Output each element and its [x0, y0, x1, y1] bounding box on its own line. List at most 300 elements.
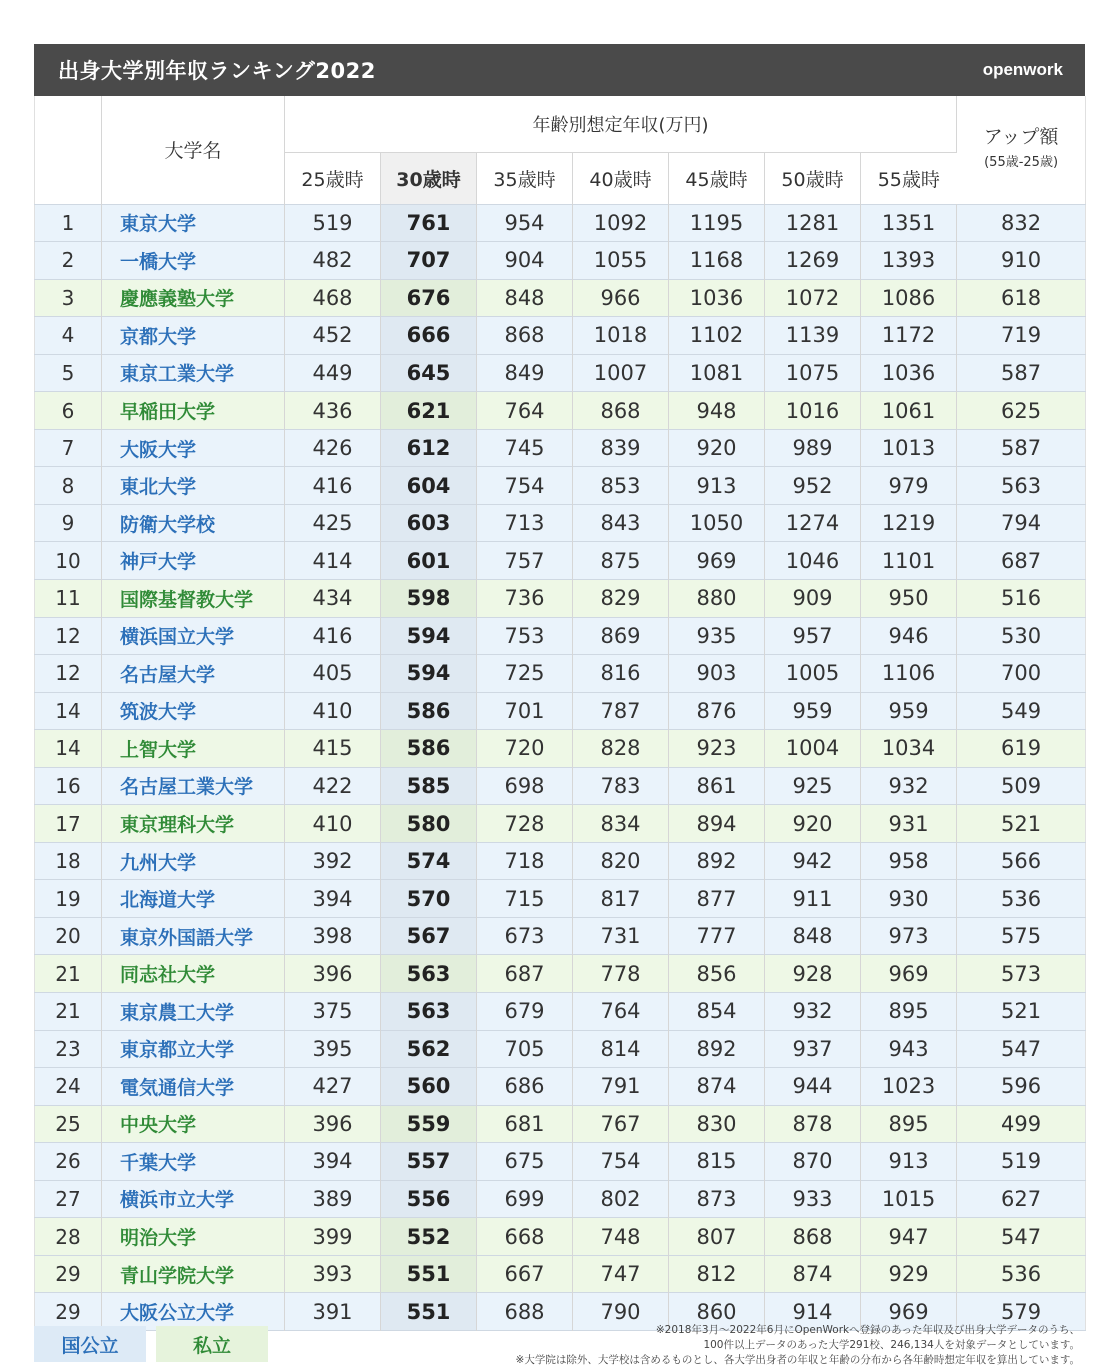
salary-cell: 944: [765, 1068, 861, 1106]
university-name: 中央大学: [102, 1105, 285, 1143]
table-row: [35, 730, 1086, 768]
salary-cell: 713: [477, 504, 573, 542]
university-name: 京都大学: [102, 317, 285, 355]
salary-cell: 868: [765, 1218, 861, 1256]
footnotes: [516, 1323, 1080, 1368]
page-title: 出身大学別年収ランキング2022: [58, 59, 376, 83]
table-row: [35, 279, 1086, 317]
salary-cell: 395: [285, 1030, 381, 1068]
salary-cell: 876: [669, 692, 765, 730]
salary-cell: 415: [285, 730, 381, 768]
salary-cell: 1274: [765, 504, 861, 542]
increase-cell: 625: [957, 392, 1086, 430]
table-row: [35, 655, 1086, 693]
salary-cell: 1168: [669, 242, 765, 280]
salary-cell: 807: [669, 1218, 765, 1256]
salary-cell: 778: [573, 955, 669, 993]
table-row: [35, 617, 1086, 655]
brand-logo: openwork: [982, 60, 1063, 79]
salary-cell: 868: [477, 317, 573, 355]
salary-cell: 687: [477, 955, 573, 993]
salary-cell: 830: [669, 1105, 765, 1143]
salary-cell: 1015: [861, 1180, 957, 1218]
salary-cell: 698: [477, 767, 573, 805]
legend-private: 私立: [156, 1326, 268, 1362]
university-name: 同志社大学: [102, 955, 285, 993]
table-row: [35, 917, 1086, 955]
salary-cell: 895: [861, 1105, 957, 1143]
salary-cell: 909: [765, 579, 861, 617]
salary-cell: 666: [381, 317, 477, 355]
table-row: [35, 504, 1086, 542]
salary-cell: 567: [381, 917, 477, 955]
increase-cell: 566: [957, 842, 1086, 880]
salary-cell: 787: [573, 692, 669, 730]
salary-cell: 559: [381, 1105, 477, 1143]
university-name: 大阪公立大学: [102, 1293, 285, 1331]
rank-cell: 10: [35, 542, 102, 580]
header-increase-sub: (55歳-25歳): [984, 154, 1059, 170]
increase-cell: 910: [957, 242, 1086, 280]
table-row: [35, 1143, 1086, 1181]
salary-cell: 699: [477, 1180, 573, 1218]
increase-cell: 619: [957, 730, 1086, 768]
university-name: 九州大学: [102, 842, 285, 880]
footnote-3: ※大学院は除外、大学校は含めるものとし、各大学出身者の年収と年齢の分布から各年齢時想定年収を算出しています。: [515, 1354, 1080, 1366]
header-age-1: 30歳時: [381, 152, 477, 204]
salary-cell: 598: [381, 579, 477, 617]
salary-cell: 676: [381, 279, 477, 317]
salary-cell: 1106: [861, 655, 957, 693]
salary-cell: 950: [861, 579, 957, 617]
rank-cell: 16: [35, 767, 102, 805]
salary-cell: 1013: [861, 429, 957, 467]
header-rank: [35, 96, 102, 204]
salary-cell: 426: [285, 429, 381, 467]
salary-cell: 425: [285, 504, 381, 542]
salary-cell: 874: [669, 1068, 765, 1106]
salary-cell: 757: [477, 542, 573, 580]
salary-cell: 834: [573, 805, 669, 843]
salary-cell: 468: [285, 279, 381, 317]
salary-cell: 394: [285, 1143, 381, 1181]
table-row: [35, 542, 1086, 580]
salary-cell: 375: [285, 992, 381, 1030]
salary-cell: 1072: [765, 279, 861, 317]
salary-cell: 843: [573, 504, 669, 542]
increase-cell: 618: [957, 279, 1086, 317]
salary-cell: 989: [765, 429, 861, 467]
salary-cell: 594: [381, 617, 477, 655]
salary-cell: 715: [477, 880, 573, 918]
salary-cell: 802: [573, 1180, 669, 1218]
increase-cell: 549: [957, 692, 1086, 730]
increase-cell: 516: [957, 579, 1086, 617]
salary-cell: 681: [477, 1105, 573, 1143]
salary-cell: 932: [861, 767, 957, 805]
salary-cell: 946: [861, 617, 957, 655]
salary-cell: 586: [381, 692, 477, 730]
increase-cell: 547: [957, 1218, 1086, 1256]
rank-cell: 14: [35, 692, 102, 730]
university-name: 横浜市立大学: [102, 1180, 285, 1218]
salary-cell: 519: [285, 204, 381, 242]
salary-cell: 816: [573, 655, 669, 693]
university-name: 国際基督教大学: [102, 579, 285, 617]
salary-cell: 959: [765, 692, 861, 730]
university-name: 早稲田大学: [102, 392, 285, 430]
salary-cell: 725: [477, 655, 573, 693]
salary-cell: 745: [477, 429, 573, 467]
salary-cell: 604: [381, 467, 477, 505]
increase-cell: 573: [957, 955, 1086, 993]
salary-cell: 1092: [573, 204, 669, 242]
salary-cell: 764: [573, 992, 669, 1030]
salary-cell: 668: [477, 1218, 573, 1256]
ranking-table: [34, 96, 1086, 1331]
university-name: 神戸大学: [102, 542, 285, 580]
rank-cell: 12: [35, 617, 102, 655]
salary-cell: 904: [477, 242, 573, 280]
increase-cell: 700: [957, 655, 1086, 693]
header-age-4: 45歳時: [669, 152, 765, 204]
salary-cell: 892: [669, 842, 765, 880]
salary-cell: 570: [381, 880, 477, 918]
university-name: 東京農工大学: [102, 992, 285, 1030]
salary-cell: 931: [861, 805, 957, 843]
table-row: [35, 692, 1086, 730]
salary-cell: 747: [573, 1255, 669, 1293]
salary-cell: 948: [669, 392, 765, 430]
header-age-5: 50歳時: [765, 152, 861, 204]
salary-cell: 1393: [861, 242, 957, 280]
salary-cell: 1018: [573, 317, 669, 355]
table-row: [35, 805, 1086, 843]
salary-cell: 679: [477, 992, 573, 1030]
ranking-panel: [34, 44, 1085, 1331]
salary-cell: 894: [669, 805, 765, 843]
salary-cell: 767: [573, 1105, 669, 1143]
salary-cell: 396: [285, 1105, 381, 1143]
salary-cell: 880: [669, 579, 765, 617]
salary-cell: 416: [285, 467, 381, 505]
salary-cell: 764: [477, 392, 573, 430]
salary-cell: 1139: [765, 317, 861, 355]
salary-cell: 969: [861, 955, 957, 993]
rank-cell: 25: [35, 1105, 102, 1143]
rank-cell: 21: [35, 992, 102, 1030]
increase-cell: 579: [957, 1293, 1086, 1331]
salary-cell: 958: [861, 842, 957, 880]
salary-cell: 761: [381, 204, 477, 242]
salary-cell: 848: [765, 917, 861, 955]
salary-cell: 754: [573, 1143, 669, 1181]
increase-cell: 687: [957, 542, 1086, 580]
salary-cell: 1046: [765, 542, 861, 580]
university-name: 防衛大学校: [102, 504, 285, 542]
header-salary-group: 年齢別想定年収(万円): [285, 96, 957, 152]
table-row: [35, 1255, 1086, 1293]
salary-cell: 849: [477, 354, 573, 392]
table-row: [35, 1030, 1086, 1068]
table-row: [35, 767, 1086, 805]
salary-cell: 952: [765, 467, 861, 505]
increase-cell: 596: [957, 1068, 1086, 1106]
rank-cell: 7: [35, 429, 102, 467]
table-row: [35, 579, 1086, 617]
salary-cell: 911: [765, 880, 861, 918]
salary-cell: 913: [669, 467, 765, 505]
salary-cell: 854: [669, 992, 765, 1030]
salary-cell: 892: [669, 1030, 765, 1068]
salary-cell: 594: [381, 655, 477, 693]
rank-cell: 21: [35, 955, 102, 993]
increase-cell: 832: [957, 204, 1086, 242]
salary-cell: 973: [861, 917, 957, 955]
salary-cell: 1081: [669, 354, 765, 392]
table-row: [35, 204, 1086, 242]
university-name: 東京大学: [102, 204, 285, 242]
salary-cell: 1101: [861, 542, 957, 580]
salary-cell: 1075: [765, 354, 861, 392]
salary-cell: 410: [285, 692, 381, 730]
university-name: 電気通信大学: [102, 1068, 285, 1106]
salary-cell: 817: [573, 880, 669, 918]
rank-cell: 24: [35, 1068, 102, 1106]
rank-cell: 14: [35, 730, 102, 768]
university-name: 東京外国語大学: [102, 917, 285, 955]
salary-cell: 942: [765, 842, 861, 880]
salary-cell: 1219: [861, 504, 957, 542]
salary-cell: 688: [477, 1293, 573, 1331]
salary-cell: 869: [573, 617, 669, 655]
salary-cell: 791: [573, 1068, 669, 1106]
salary-cell: 829: [573, 579, 669, 617]
footnote-2: 100件以上データのあった大学291校、246,134人を対象データとしています。: [703, 1339, 1080, 1351]
rank-cell: 23: [35, 1030, 102, 1068]
increase-cell: 627: [957, 1180, 1086, 1218]
legend: [34, 1326, 268, 1362]
salary-cell: 718: [477, 842, 573, 880]
salary-cell: 580: [381, 805, 477, 843]
salary-cell: 562: [381, 1030, 477, 1068]
salary-cell: 416: [285, 617, 381, 655]
salary-cell: 875: [573, 542, 669, 580]
rank-cell: 8: [35, 467, 102, 505]
salary-cell: 422: [285, 767, 381, 805]
salary-cell: 1007: [573, 354, 669, 392]
salary-cell: 391: [285, 1293, 381, 1331]
salary-cell: 969: [861, 1293, 957, 1331]
salary-cell: 1055: [573, 242, 669, 280]
salary-cell: 920: [669, 429, 765, 467]
table-row: [35, 992, 1086, 1030]
salary-cell: 1061: [861, 392, 957, 430]
rank-cell: 18: [35, 842, 102, 880]
salary-cell: 551: [381, 1293, 477, 1331]
increase-cell: 530: [957, 617, 1086, 655]
table-row: [35, 1105, 1086, 1143]
salary-cell: 820: [573, 842, 669, 880]
salary-cell: 707: [381, 242, 477, 280]
rank-cell: 27: [35, 1180, 102, 1218]
university-name: 東京工業大学: [102, 354, 285, 392]
salary-cell: 853: [573, 467, 669, 505]
salary-cell: 935: [669, 617, 765, 655]
salary-cell: 937: [765, 1030, 861, 1068]
salary-cell: 556: [381, 1180, 477, 1218]
header-age-0: 25歳時: [285, 152, 381, 204]
salary-cell: 814: [573, 1030, 669, 1068]
increase-cell: 519: [957, 1143, 1086, 1181]
salary-cell: 947: [861, 1218, 957, 1256]
salary-cell: 675: [477, 1143, 573, 1181]
university-name: 北海道大学: [102, 880, 285, 918]
salary-cell: 790: [573, 1293, 669, 1331]
table-row: [35, 1180, 1086, 1218]
table-row: [35, 317, 1086, 355]
table-row: [35, 880, 1086, 918]
increase-cell: 719: [957, 317, 1086, 355]
rank-cell: 4: [35, 317, 102, 355]
salary-cell: 434: [285, 579, 381, 617]
salary-cell: 585: [381, 767, 477, 805]
salary-cell: 1004: [765, 730, 861, 768]
table-row: [35, 955, 1086, 993]
salary-cell: 396: [285, 955, 381, 993]
university-name: 名古屋大学: [102, 655, 285, 693]
legend-public: 国公立: [34, 1326, 146, 1362]
university-name: 筑波大学: [102, 692, 285, 730]
salary-cell: 667: [477, 1255, 573, 1293]
rank-cell: 28: [35, 1218, 102, 1256]
salary-cell: 932: [765, 992, 861, 1030]
salary-cell: 1269: [765, 242, 861, 280]
salary-cell: 979: [861, 467, 957, 505]
salary-cell: 414: [285, 542, 381, 580]
salary-cell: 452: [285, 317, 381, 355]
increase-cell: 547: [957, 1030, 1086, 1068]
footnote-1: ※2018年3月〜2022年6月にOpenWorkへ登録のあった年収及び出身大学データのうち、: [655, 1324, 1080, 1336]
salary-cell: 1086: [861, 279, 957, 317]
salary-cell: 914: [765, 1293, 861, 1331]
rank-cell: 29: [35, 1293, 102, 1331]
rank-cell: 29: [35, 1255, 102, 1293]
rank-cell: 26: [35, 1143, 102, 1181]
header-age-2: 35歳時: [477, 152, 573, 204]
rank-cell: 1: [35, 204, 102, 242]
salary-cell: 551: [381, 1255, 477, 1293]
salary-cell: 1102: [669, 317, 765, 355]
header-increase-label: アップ額: [983, 125, 1059, 148]
salary-cell: 1351: [861, 204, 957, 242]
salary-cell: 720: [477, 730, 573, 768]
increase-cell: 499: [957, 1105, 1086, 1143]
salary-cell: 436: [285, 392, 381, 430]
header-university: 大学名: [102, 96, 285, 204]
salary-cell: 705: [477, 1030, 573, 1068]
university-name: 東京都立大学: [102, 1030, 285, 1068]
salary-cell: 856: [669, 955, 765, 993]
salary-cell: 839: [573, 429, 669, 467]
rank-cell: 9: [35, 504, 102, 542]
salary-cell: 920: [765, 805, 861, 843]
university-name: 青山学院大学: [102, 1255, 285, 1293]
university-name: 東北大学: [102, 467, 285, 505]
salary-cell: 389: [285, 1180, 381, 1218]
university-name: 東京理科大学: [102, 805, 285, 843]
increase-cell: 563: [957, 467, 1086, 505]
rank-cell: 11: [35, 579, 102, 617]
table-row: [35, 242, 1086, 280]
salary-cell: 736: [477, 579, 573, 617]
salary-cell: 933: [765, 1180, 861, 1218]
salary-cell: 449: [285, 354, 381, 392]
salary-cell: 399: [285, 1218, 381, 1256]
salary-cell: 873: [669, 1180, 765, 1218]
university-name: 横浜国立大学: [102, 617, 285, 655]
salary-cell: 913: [861, 1143, 957, 1181]
header-age-6: 55歳時: [861, 152, 957, 204]
university-name: 大阪大学: [102, 429, 285, 467]
salary-cell: 969: [669, 542, 765, 580]
salary-cell: 748: [573, 1218, 669, 1256]
salary-cell: 393: [285, 1255, 381, 1293]
salary-cell: 959: [861, 692, 957, 730]
salary-cell: 925: [765, 767, 861, 805]
university-name: 千葉大学: [102, 1143, 285, 1181]
salary-cell: 930: [861, 880, 957, 918]
salary-cell: 868: [573, 392, 669, 430]
salary-cell: 753: [477, 617, 573, 655]
salary-cell: 1036: [669, 279, 765, 317]
salary-cell: 574: [381, 842, 477, 880]
salary-cell: 560: [381, 1068, 477, 1106]
rank-cell: 5: [35, 354, 102, 392]
salary-cell: 1034: [861, 730, 957, 768]
salary-cell: 701: [477, 692, 573, 730]
university-name: 上智大学: [102, 730, 285, 768]
salary-cell: 870: [765, 1143, 861, 1181]
salary-cell: 928: [765, 955, 861, 993]
salary-cell: 812: [669, 1255, 765, 1293]
rank-cell: 12: [35, 655, 102, 693]
salary-cell: 405: [285, 655, 381, 693]
salary-cell: 777: [669, 917, 765, 955]
salary-cell: 427: [285, 1068, 381, 1106]
increase-cell: 536: [957, 880, 1086, 918]
salary-cell: 1016: [765, 392, 861, 430]
salary-cell: 482: [285, 242, 381, 280]
salary-cell: 860: [669, 1293, 765, 1331]
salary-cell: 1005: [765, 655, 861, 693]
salary-cell: 731: [573, 917, 669, 955]
salary-cell: 954: [477, 204, 573, 242]
increase-cell: 509: [957, 767, 1086, 805]
salary-cell: 754: [477, 467, 573, 505]
salary-cell: 861: [669, 767, 765, 805]
increase-cell: 521: [957, 992, 1086, 1030]
table-row: [35, 842, 1086, 880]
salary-cell: 410: [285, 805, 381, 843]
table-row: [35, 1068, 1086, 1106]
table-row: [35, 429, 1086, 467]
header-age-3: 40歳時: [573, 152, 669, 204]
rank-cell: 19: [35, 880, 102, 918]
salary-cell: 603: [381, 504, 477, 542]
salary-cell: 673: [477, 917, 573, 955]
salary-cell: 783: [573, 767, 669, 805]
